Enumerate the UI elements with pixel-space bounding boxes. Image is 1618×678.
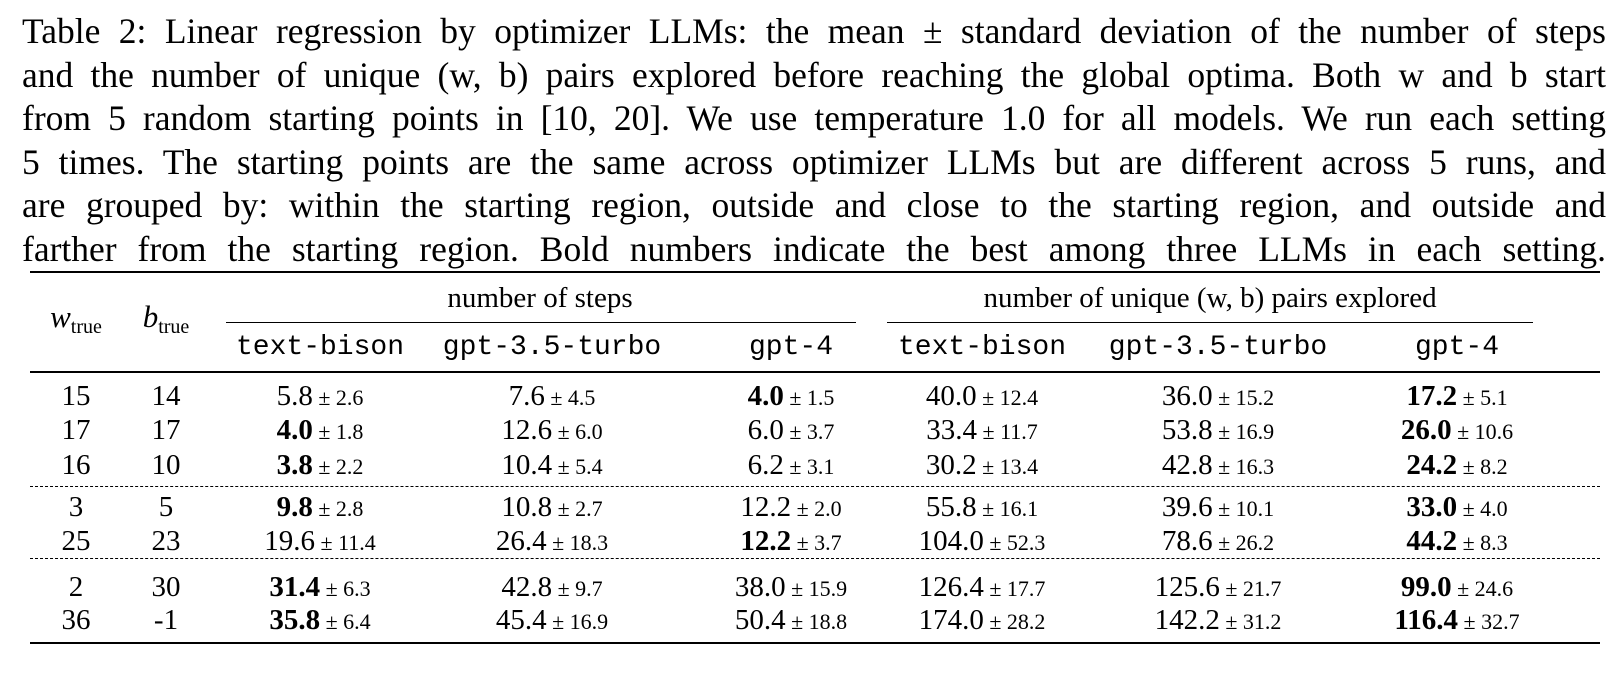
table-cell [1162, 524, 1274, 560]
group-divider-1 [30, 486, 1600, 487]
cell-std: ± 13.4 [976, 454, 1039, 479]
cell-mean: 24.2 [1406, 449, 1458, 481]
model-header-5: gpt-4 [1414, 332, 1500, 363]
table-cell [748, 448, 835, 484]
cell-mean: 44.2 [1406, 525, 1458, 557]
cell-mean: 125.6 [1154, 571, 1220, 603]
cell-std: ± 10.6 [1451, 419, 1514, 444]
cell-mean: 45.4 [495, 604, 547, 636]
cell-mean: 6.0 [747, 414, 784, 446]
cell-std: ± 12.4 [976, 385, 1039, 410]
table-cell [501, 570, 602, 606]
cell-std: ± 18.3 [546, 530, 609, 555]
cell-w-true: 36 [61, 604, 91, 636]
cell-w-true: 17 [61, 414, 91, 446]
cell-std: ± 4.0 [1457, 496, 1508, 521]
cell-mean: 38.0 [734, 571, 786, 603]
cell-std: ± 15.2 [1212, 385, 1275, 410]
cell-mean: 12.2 [740, 525, 792, 557]
table-cell [277, 379, 364, 415]
cell-std: ± 16.9 [546, 609, 609, 634]
cell-std: ± 1.8 [312, 419, 364, 444]
table-cell [735, 570, 847, 606]
cell-std: ± 6.4 [320, 609, 371, 634]
cell-mean: 55.8 [925, 491, 977, 523]
cell-std: ± 26.2 [1212, 530, 1275, 555]
cell-mean: 10.4 [501, 449, 553, 481]
cell-b-true: 23 [151, 525, 181, 557]
cell-b-true: 5 [158, 491, 174, 523]
cell-mean: 174.0 [918, 604, 984, 636]
cell-w-true: 25 [61, 525, 91, 557]
caption-line: and the number of unique (w, b) pairs explored before reaching the global optima. Both w and b start [22, 54, 1606, 95]
bottom-rule [30, 642, 1600, 644]
cell-b-true: -1 [153, 604, 179, 636]
cell-std: ± 10.1 [1212, 496, 1275, 521]
table-cell [1394, 603, 1519, 639]
cell-mean: 126.4 [918, 571, 984, 603]
table-cell [1162, 448, 1274, 484]
model-header-0: text-bison [235, 332, 405, 363]
cell-w-true: 2 [68, 571, 84, 603]
cell-std: ± 8.3 [1457, 530, 1508, 555]
table-cell [496, 603, 608, 639]
table-cell [748, 413, 835, 449]
cmidrule-pairs [887, 322, 1533, 323]
cell-mean: 17.2 [1406, 380, 1458, 412]
cell-w-true: 3 [68, 491, 84, 523]
cell-mean: 5.8 [276, 380, 313, 412]
cmidrule-steps [226, 322, 856, 323]
header-group-steps: number of steps [447, 282, 633, 314]
cell-std: ± 6.0 [552, 419, 603, 444]
cell-mean: 10.8 [501, 491, 553, 523]
table-cell [926, 448, 1038, 484]
cell-std: ± 18.8 [785, 609, 848, 634]
table-cell [919, 524, 1046, 560]
cell-std: ± 5.1 [1457, 385, 1508, 410]
table-caption [22, 10, 1606, 272]
cell-std: ± 21.7 [1219, 576, 1282, 601]
caption-line: farther from the starting region. Bold numbers indicate the best among three LLMs in each setting. [22, 228, 1606, 269]
cell-mean: 26.4 [495, 525, 547, 557]
cell-mean: 33.0 [1406, 491, 1458, 523]
cell-mean: 7.6 [508, 380, 545, 412]
cell-mean: 39.6 [1161, 491, 1213, 523]
table-cell [1162, 379, 1274, 415]
table-cell [1401, 413, 1513, 449]
cell-mean: 104.0 [918, 525, 984, 557]
top-rule [30, 271, 1600, 273]
cell-mean: 26.0 [1400, 414, 1452, 446]
cell-std: ± 16.9 [1212, 419, 1275, 444]
cell-mean: 42.8 [1161, 449, 1213, 481]
table-cell [1155, 570, 1282, 606]
cell-std: ± 17.7 [983, 576, 1046, 601]
cell-std: ± 4.5 [544, 385, 596, 410]
caption-line: are grouped by: within the starting region, outside and close to the starting region, and outside and [22, 185, 1606, 226]
cell-std: ± 8.2 [1457, 454, 1508, 479]
cell-std: ± 52.3 [983, 530, 1046, 555]
header-b-true: $b_{true}$ [142, 299, 190, 338]
caption-line: from 5 random starting points in [10, 20]. We use temperature 1.0 for all models. We run each setting [22, 98, 1606, 139]
cell-std: ± 2.2 [312, 454, 364, 479]
table-cell [509, 379, 596, 415]
cell-mean: 36.0 [1161, 380, 1213, 412]
cell-mean: 4.0 [747, 380, 784, 412]
cell-b-true: 30 [151, 571, 181, 603]
cell-std: ± 1.5 [783, 385, 835, 410]
table-cell [1155, 603, 1282, 639]
table-cell [277, 448, 364, 484]
cell-mean: 12.6 [501, 414, 553, 446]
table-cell [919, 570, 1046, 606]
cell-std: ± 15.9 [785, 576, 848, 601]
table-cell [1401, 570, 1513, 606]
table-cell [1406, 524, 1507, 560]
cell-std: ± 28.2 [983, 609, 1046, 634]
cell-mean: 3.8 [276, 449, 313, 481]
cell-b-true: 10 [151, 449, 181, 481]
table-cell [501, 490, 602, 526]
table-cell [1406, 490, 1507, 526]
cell-mean: 42.8 [501, 571, 553, 603]
header-rule [30, 371, 1600, 373]
cell-std: ± 5.4 [552, 454, 603, 479]
table-cell [1162, 490, 1274, 526]
cell-w-true: 16 [61, 449, 91, 481]
table-cell [496, 524, 608, 560]
model-header-1: gpt-3.5-turbo [442, 332, 662, 363]
cell-mean: 4.0 [276, 414, 313, 446]
cell-std: ± 2.0 [791, 496, 842, 521]
table-cell [926, 490, 1038, 526]
model-header-3: text-bison [897, 332, 1067, 363]
cell-w-true: 15 [61, 380, 91, 412]
cell-mean: 9.8 [276, 491, 313, 523]
table-cell [277, 413, 364, 449]
table-cell [740, 490, 841, 526]
model-header-4: gpt-3.5-turbo [1108, 332, 1328, 363]
caption-line: 5 times. The starting points are the same across optimizer LLMs but are different across 5 runs, and [22, 141, 1606, 182]
cell-std: ± 3.7 [791, 530, 842, 555]
table-cell [1406, 448, 1507, 484]
cell-std: ± 2.8 [312, 496, 364, 521]
header-group-pairs: number of unique (w, b) pairs explored [983, 282, 1437, 314]
cell-std: ± 16.3 [1212, 454, 1275, 479]
cell-mean: 142.2 [1154, 604, 1220, 636]
header-w-true: $w_{true}$ [50, 299, 102, 338]
cell-mean: 31.4 [269, 571, 321, 603]
cell-std: ± 16.1 [976, 496, 1039, 521]
cell-mean: 40.0 [925, 380, 977, 412]
cell-mean: 12.2 [740, 491, 792, 523]
cell-mean: 6.2 [747, 449, 784, 481]
model-header-2: gpt-4 [748, 332, 834, 363]
caption-line: Table 2: Linear regression by optimizer LLMs: the mean ± standard deviation of the number of steps [22, 11, 1606, 51]
table-cell [1406, 379, 1507, 415]
table-cell [264, 524, 376, 560]
cell-mean: 19.6 [264, 525, 315, 557]
cell-std: ± 32.7 [1458, 609, 1520, 634]
cell-std: ± 6.3 [320, 576, 371, 601]
table-cell [919, 603, 1046, 639]
table-cell [277, 490, 364, 526]
cell-mean: 99.0 [1400, 571, 1452, 603]
cell-mean: 30.2 [925, 449, 977, 481]
cell-mean: 53.8 [1161, 414, 1213, 446]
table-cell [748, 379, 835, 415]
cell-mean: 35.8 [269, 604, 321, 636]
cell-b-true: 14 [151, 380, 181, 412]
table-cell [269, 570, 370, 606]
table-cell [501, 448, 602, 484]
cell-mean: 33.4 [926, 414, 977, 446]
table-cell [926, 379, 1038, 415]
table-cell [735, 603, 847, 639]
cell-std: ± 11.4 [314, 530, 376, 555]
cell-std: ± 2.6 [312, 385, 364, 410]
cell-std: ± 9.7 [552, 576, 603, 601]
cell-mean: 50.4 [734, 604, 786, 636]
cell-std: ± 2.7 [552, 496, 603, 521]
cell-mean: 116.4 [1394, 604, 1459, 636]
cell-std: ± 24.6 [1451, 576, 1514, 601]
cell-std: ± 3.7 [783, 419, 835, 444]
cell-std: ± 31.2 [1219, 609, 1282, 634]
cell-b-true: 17 [151, 414, 181, 446]
table-cell [1162, 413, 1274, 449]
cell-mean: 78.6 [1161, 525, 1213, 557]
table-cell [269, 603, 370, 639]
table-cell [926, 413, 1038, 449]
cell-std: ± 11.7 [976, 419, 1038, 444]
table-cell [740, 524, 841, 560]
table-cell [501, 413, 602, 449]
cell-std: ± 3.1 [783, 454, 835, 479]
